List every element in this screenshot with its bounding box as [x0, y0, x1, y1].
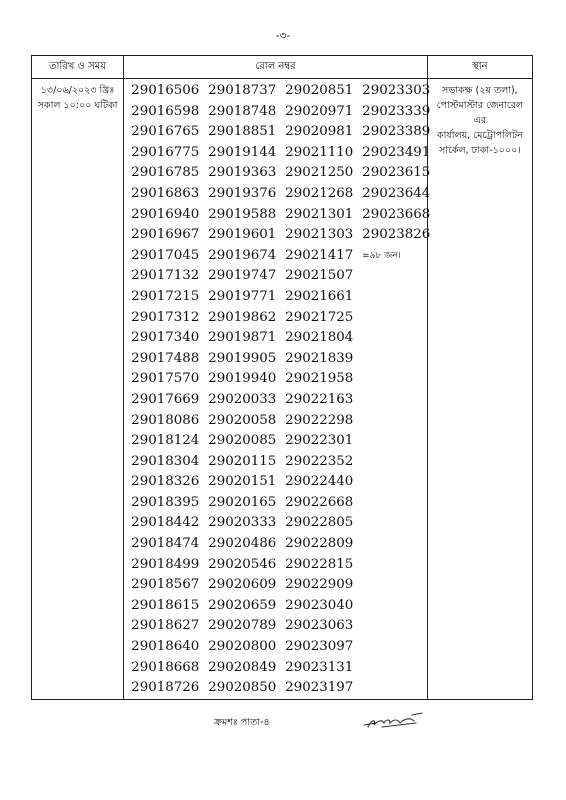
empty-cell	[355, 390, 427, 411]
roll-number: 29019747	[208, 268, 277, 284]
roll-number: 29020659	[208, 597, 277, 613]
empty-cell	[355, 678, 427, 699]
roll-number: 29023063	[285, 618, 354, 634]
table-row	[32, 79, 533, 700]
roll-number: 29023826	[362, 227, 431, 243]
roll-number: 29018474	[131, 536, 200, 552]
roll-number: 29019862	[208, 309, 277, 325]
roll-number: 29017312	[131, 309, 200, 325]
roll-number: 29020033	[208, 391, 277, 407]
empty-cell	[355, 658, 427, 679]
empty-cell	[355, 555, 427, 576]
roll-number: 29022809	[285, 536, 354, 552]
roll-number: 29020851	[285, 83, 354, 98]
roll-number: 29018086	[131, 412, 200, 428]
roll-number: 29016765	[131, 124, 200, 140]
roll-number: 29019588	[208, 206, 277, 222]
roll-number: 29018851	[208, 124, 277, 140]
roll-number: 29021804	[285, 330, 354, 346]
venue-line: সার্কেল, ঢাকা-১০০০।	[439, 145, 521, 156]
roll-number: 29021839	[285, 350, 354, 366]
roll-number: 29018567	[131, 577, 200, 593]
roll-number: 29019601	[208, 227, 277, 243]
roll-number: 29019905	[208, 350, 277, 366]
roll-number: 29021725	[285, 309, 354, 325]
roll-number: 29021250	[285, 165, 354, 181]
roll-number: 29023197	[285, 680, 354, 696]
roll-number: 29020849	[208, 659, 277, 675]
roll-number: 29022909	[285, 577, 354, 593]
exam-date: ১৩/০৬/২০২৩ খ্রিঃ	[40, 85, 115, 96]
roll-number: 29017669	[131, 391, 200, 407]
roll-number: 29021110	[285, 144, 354, 160]
roll-number: 29022298	[285, 412, 354, 428]
roll-number: 29023491	[362, 144, 431, 160]
empty-cell	[355, 411, 427, 432]
roll-number: 29023097	[285, 639, 354, 655]
roll-number: 29020971	[285, 103, 354, 119]
header-venue: স্থান	[427, 56, 532, 79]
empty-cell	[355, 575, 427, 596]
roll-number: 29023668	[362, 206, 431, 222]
roll-number: 29018748	[208, 103, 277, 119]
date-time-cell	[32, 79, 124, 700]
roll-number: 29020085	[208, 433, 277, 449]
roll-number: 29021303	[285, 227, 354, 243]
roll-number: 29021507	[285, 268, 354, 284]
signature	[362, 707, 424, 731]
roll-number: 29023040	[285, 597, 354, 613]
roll-number: 29016940	[131, 206, 200, 222]
roll-number: 29020165	[208, 494, 277, 510]
empty-cell	[355, 472, 427, 493]
roll-number: 29019144	[208, 144, 277, 160]
roll-number: 29022163	[285, 391, 354, 407]
roll-number: 29020981	[285, 124, 354, 140]
empty-cell	[355, 369, 427, 390]
venue-line: কার্যালয়, মেট্রোপলিটন	[436, 130, 523, 141]
venue-line: পোস্টমাস্টার জেনারেল এর	[436, 100, 523, 126]
roll-number-cell	[124, 79, 431, 700]
roll-number: 29022815	[285, 556, 354, 572]
empty-cell	[355, 287, 427, 308]
roll-number: 29022301	[285, 433, 354, 449]
roll-number: 29016598	[131, 103, 200, 119]
roll-number: 29018640	[131, 639, 200, 655]
empty-cell	[355, 349, 427, 370]
roll-number: 29016506	[131, 83, 200, 98]
roll-number: 29017132	[131, 268, 200, 284]
roll-number: 29020151	[208, 474, 277, 490]
roll-number: 29019363	[208, 165, 277, 181]
roll-number: 29016863	[131, 185, 200, 201]
exam-time: সকাল ১০:০০ ঘটিকা	[37, 100, 118, 111]
roll-number: 29018615	[131, 597, 200, 613]
empty-cell	[355, 431, 427, 452]
roll-number: 29016785	[131, 165, 200, 181]
empty-cell	[355, 616, 427, 637]
roll-number: 29020546	[208, 556, 277, 572]
roll-number: 29023131	[285, 659, 354, 675]
roll-number: 29018304	[131, 453, 200, 469]
roll-number: 29018499	[131, 556, 200, 572]
roll-number: 29019674	[208, 247, 277, 263]
roll-number: 29023389	[362, 124, 431, 140]
roll-number: 29020800	[208, 639, 277, 655]
roll-number: 29022440	[285, 474, 354, 490]
roll-number: 29021417	[285, 247, 354, 263]
roll-number: 29016967	[131, 227, 200, 243]
roll-number: 29018668	[131, 659, 200, 675]
empty-cell	[355, 596, 427, 617]
roll-number: 29022805	[285, 515, 354, 531]
roll-number: 29021958	[285, 371, 354, 387]
roll-number: 29019940	[208, 371, 277, 387]
roll-number: 29018124	[131, 433, 200, 449]
empty-cell	[355, 493, 427, 514]
roll-number: 29016775	[131, 144, 200, 160]
roll-number-grid	[124, 79, 431, 699]
roll-number: 29018627	[131, 618, 200, 634]
roll-number: 29020486	[208, 536, 277, 552]
roll-number: 29017045	[131, 247, 200, 263]
total-candidates: =৯৮ জন।	[362, 250, 401, 261]
header-date-time: তারিখ ও সময়	[32, 56, 124, 79]
roll-number: 29018442	[131, 515, 200, 531]
roll-number: 29020609	[208, 577, 277, 593]
roll-number: 29023615	[362, 165, 431, 181]
venue-line: সভাকক্ষ (২য় তলা),	[442, 85, 518, 96]
schedule-table	[31, 55, 533, 700]
roll-number: 29020333	[208, 515, 277, 531]
roll-number: 29023339	[362, 103, 431, 119]
roll-number: 29017570	[131, 371, 200, 387]
roll-number: 29020789	[208, 618, 277, 634]
roll-number: 29017488	[131, 350, 200, 366]
roll-number: 29017340	[131, 330, 200, 346]
roll-number: 29020058	[208, 412, 277, 428]
page-number: -৩-	[275, 29, 291, 42]
roll-number: 29020115	[208, 453, 277, 469]
roll-number: 29021661	[285, 288, 354, 304]
table-header-row	[32, 56, 533, 79]
header-roll-number: রোল নম্বর	[124, 56, 428, 79]
empty-cell	[355, 534, 427, 555]
continued-note: ক্রমশঃ পাতা-৪	[214, 717, 270, 728]
empty-cell	[355, 328, 427, 349]
venue-cell	[427, 79, 532, 700]
roll-number: 29018726	[131, 680, 200, 696]
roll-number: 29023644	[362, 185, 431, 201]
roll-number: 29018395	[131, 494, 200, 510]
roll-number: 29021301	[285, 206, 354, 222]
roll-number: 29022352	[285, 453, 354, 469]
roll-number: 29018326	[131, 474, 200, 490]
empty-cell	[355, 637, 427, 658]
roll-number: 29021268	[285, 185, 354, 201]
empty-cell	[355, 452, 427, 473]
roll-number: 29020850	[208, 680, 277, 696]
roll-number: 29018737	[208, 83, 277, 98]
empty-cell	[355, 513, 427, 534]
roll-number: 29017215	[131, 288, 200, 304]
roll-number: 29019871	[208, 330, 277, 346]
empty-cell	[355, 266, 427, 287]
roll-number: 29019376	[208, 185, 277, 201]
roll-number: 29019771	[208, 288, 277, 304]
empty-cell	[355, 308, 427, 329]
roll-number: 29022668	[285, 494, 354, 510]
roll-number: 29023303	[362, 83, 431, 98]
